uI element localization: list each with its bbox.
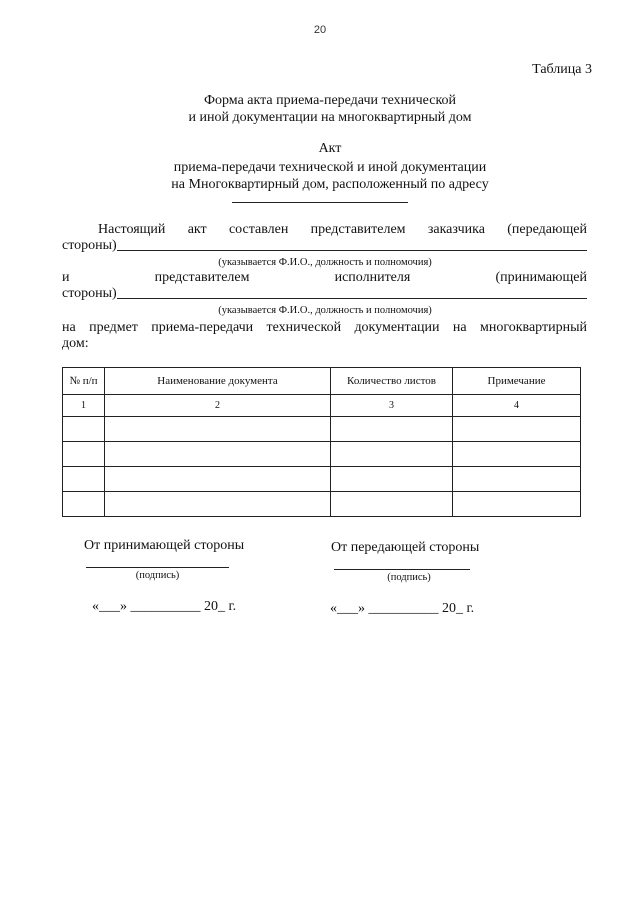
cell [331,467,453,492]
p3-word: многоквартирный [479,320,587,335]
table-row [63,417,581,442]
paragraph-3-line-2: дом: [62,336,89,351]
p3-word: технической [266,320,342,335]
representative-contractor-line [117,286,587,299]
receiving-signature-caption: (подпись) [135,570,180,581]
p3-word: предмет [89,320,138,335]
paragraph-1-line-2 [62,238,587,254]
transferring-date: «___» __________ 20_ г. [330,601,475,616]
paragraph-3-line-1 [62,320,587,336]
p2-word: представителем [154,270,250,285]
documents-table [62,367,581,517]
cell [453,467,581,492]
p1-word: Настоящий [98,222,166,237]
receiving-side-label: От принимающей стороны [84,538,245,553]
cell [63,467,105,492]
act-subtitle-line-1: приема-передачи технической и иной документации [173,160,487,175]
address-line [232,202,408,203]
table-row [63,492,581,517]
table-label: Таблица 3 [532,62,592,77]
cell [453,492,581,517]
act-title: Акт [318,141,342,156]
p1-word: заказчика [427,222,485,237]
p1-word: составлен [228,222,289,237]
cell [63,442,105,467]
cell [331,492,453,517]
p1-word: (передающей [507,222,587,237]
table-row [63,467,581,492]
cell [105,467,331,492]
receiving-date: «___» __________ 20_ г. [92,599,237,614]
col-number-3: 3 [331,395,453,417]
p2-line2-label: стороны) [62,286,117,301]
col-number-1: 1 [63,395,105,417]
cell [105,417,331,442]
transferring-side-label: От передающей стороны [331,540,480,555]
table-numbering-row [63,395,581,417]
paragraph-2-line-2 [62,286,587,302]
col-number-4: 4 [453,395,581,417]
p1-line2-label: стороны) [62,238,117,253]
p3-word: документации [354,320,440,335]
cell [331,417,453,442]
cell [105,492,331,517]
cell [63,417,105,442]
cell [331,442,453,467]
cell [453,417,581,442]
col-number-2: 2 [105,395,331,417]
p2-word: исполнителя [334,270,411,285]
p2-word: (принимающей [495,270,587,285]
paragraph-2-line-1 [62,270,587,286]
table-row [63,442,581,467]
header-document-name: Наименование документа [105,368,331,395]
cell [453,442,581,467]
page-number: 20 [313,24,327,36]
p3-word: на [452,320,467,335]
header-sheet-count: Количество листов [331,368,453,395]
hint-2: (указывается Ф.И.О., должность и полномочия) [218,305,432,316]
p1-word: акт [187,222,207,237]
form-title-line-2: и иной документации на многоквартирный дом [188,110,472,125]
representative-customer-line [117,238,587,251]
paragraph-1-line-1 [98,222,587,238]
act-subtitle-line-2: на Многоквартирный дом, расположенный по адресу [171,177,489,192]
receiving-signature-line [86,567,229,568]
cell [105,442,331,467]
transferring-signature-caption: (подпись) [387,572,431,583]
act-subtitle [0,159,640,193]
hint-1: (указывается Ф.И.О., должность и полномочия) [218,257,432,268]
transferring-signature-line [334,569,470,570]
p3-word: приема-передачи [151,320,254,335]
header-number: № п/п [63,368,105,395]
table-header-row [63,368,581,395]
p3-word: на [62,320,76,335]
form-title-line-1: Форма акта приема-передачи технической [203,93,457,108]
p2-word: и [62,270,70,285]
form-title [0,92,640,126]
p1-word: представителем [310,222,406,237]
cell [63,492,105,517]
header-note: Примечание [453,368,581,395]
